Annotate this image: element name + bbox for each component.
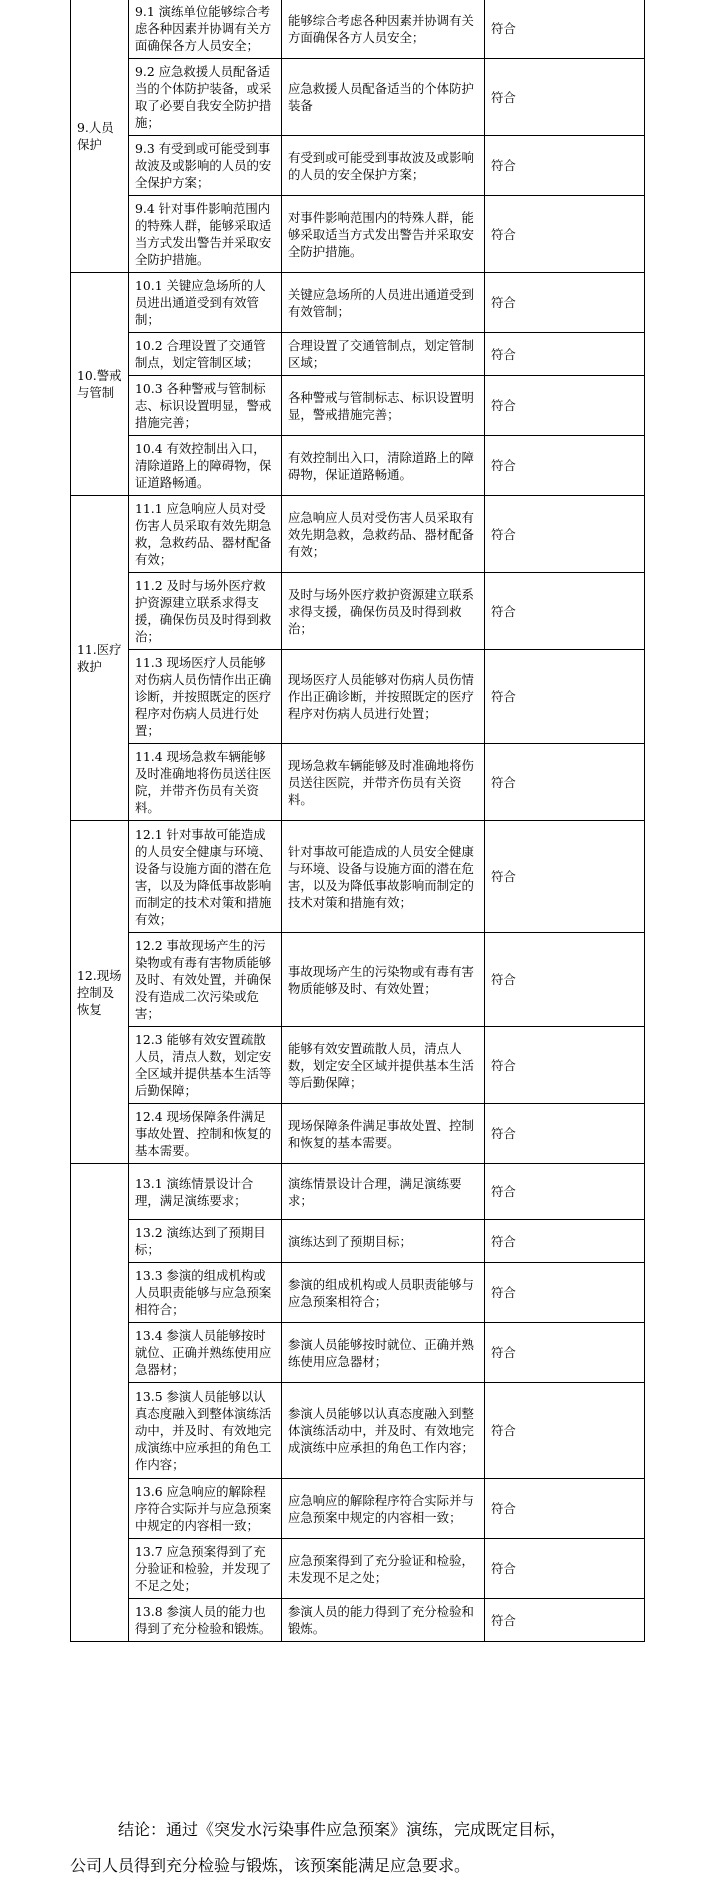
result-cell: 符合 <box>485 1383 645 1479</box>
table-row <box>71 136 645 196</box>
result-cell: 符合 <box>485 436 645 496</box>
description-cell: 演练情景设计合理，满足演练要求； <box>282 1164 485 1220</box>
table-row <box>71 376 645 436</box>
item-cell: 9.3 有受到或可能受到事故波及或影响的人员的安全保护方案； <box>129 136 282 196</box>
description-cell: 现场急救车辆能够及时准确地将伤员送往医院，并带齐伤员有关资料。 <box>282 744 485 821</box>
evaluation-table-body <box>71 0 645 1642</box>
result-cell: 符合 <box>485 1104 645 1164</box>
table-row <box>71 436 645 496</box>
item-cell: 11.3 现场医疗人员能够对伤病人员伤情作出正确诊断，并按照既定的医疗程序对伤病人员进行处置； <box>129 650 282 744</box>
category-cell: 9.人员保护 <box>71 0 129 273</box>
description-cell: 有受到或可能受到事故波及或影响的人员的安全保护方案； <box>282 136 485 196</box>
item-cell: 12.3 能够有效安置疏散人员，清点人数，划定安全区域并提供基本生活等后勤保障； <box>129 1027 282 1104</box>
category-cell: 12.现场控制及恢复 <box>71 821 129 1164</box>
table-row <box>71 650 645 744</box>
result-cell: 符合 <box>485 1164 645 1220</box>
description-cell: 参演人员的能力得到了充分检验和锻炼。 <box>282 1599 485 1642</box>
table-row <box>71 333 645 376</box>
category-cell: 10.警戒与管制 <box>71 273 129 496</box>
result-cell: 符合 <box>485 0 645 59</box>
description-cell: 应急预案得到了充分验证和检验，未发现不足之处； <box>282 1539 485 1599</box>
category-cell: 11.医疗救护 <box>71 496 129 821</box>
table-row <box>71 196 645 273</box>
item-cell: 13.8 参演人员的能力也得到了充分检验和锻炼。 <box>129 1599 282 1642</box>
description-cell: 针对事故可能造成的人员安全健康与环境、设备与设施方面的潜在危害，以及为降低事故影响而制定的技术对策和措施有效； <box>282 821 485 933</box>
result-cell: 符合 <box>485 59 645 136</box>
item-cell: 13.1 演练情景设计合理，满足演练要求； <box>129 1164 282 1220</box>
result-cell: 符合 <box>485 136 645 196</box>
description-cell: 应急响应的解除程序符合实际并与应急预案中规定的内容相一致； <box>282 1479 485 1539</box>
description-cell: 能够有效安置疏散人员，清点人数，划定安全区域并提供基本生活等后勤保障； <box>282 1027 485 1104</box>
result-cell: 符合 <box>485 273 645 333</box>
item-cell: 9.1 演练单位能够综合考虑各种因素并协调有关方面确保各方人员安全； <box>129 0 282 59</box>
result-cell: 符合 <box>485 376 645 436</box>
item-cell: 11.1 应急响应人员对受伤害人员采取有效先期急救，急救药品、器材配备有效； <box>129 496 282 573</box>
conclusion-line-1: 结论：通过《突发水污染事件应急预案》演练，完成既定目标， <box>118 1820 567 1839</box>
item-cell: 10.3 各种警戒与管制标志、标识设置明显，警戒措施完善； <box>129 376 282 436</box>
result-cell: 符合 <box>485 1599 645 1642</box>
description-cell: 应急响应人员对受伤害人员采取有效先期急救，急救药品、器材配备有效； <box>282 496 485 573</box>
table-row <box>71 744 645 821</box>
item-cell: 13.5 参演人员能够以认真态度融入到整体演练活动中，并及时、有效地完成演练中应承担的角色工作内容； <box>129 1383 282 1479</box>
description-cell: 关键应急场所的人员进出通道受到有效管制； <box>282 273 485 333</box>
result-cell: 符合 <box>485 650 645 744</box>
category-cell <box>71 1164 129 1642</box>
item-cell: 11.2 及时与场外医疗救护资源建立联系求得支援，确保伤员及时得到救治； <box>129 573 282 650</box>
description-cell: 参演人员能够以认真态度融入到整体演练活动中，并及时、有效地完成演练中应承担的角色工作内容； <box>282 1383 485 1479</box>
item-cell: 13.6 应急响应的解除程序符合实际并与应急预案中规定的内容相一致； <box>129 1479 282 1539</box>
item-cell: 10.2 合理设置了交通管制点，划定管制区域； <box>129 333 282 376</box>
result-cell: 符合 <box>485 496 645 573</box>
table-row <box>71 1539 645 1599</box>
table-row <box>71 59 645 136</box>
description-cell: 合理设置了交通管制点，划定管制区域； <box>282 333 485 376</box>
description-cell: 现场保障条件满足事故处置、控制和恢复的基本需要。 <box>282 1104 485 1164</box>
result-cell: 符合 <box>485 1323 645 1383</box>
table-row <box>71 821 645 933</box>
table-row <box>71 573 645 650</box>
table-row <box>71 273 645 333</box>
table-row <box>71 1599 645 1642</box>
table-row <box>71 933 645 1027</box>
description-cell: 对事件影响范围内的特殊人群，能够采取适当方式发出警告并采取安全防护措施。 <box>282 196 485 273</box>
item-cell: 13.4 参演人员能够按时就位、正确并熟练使用应急器材； <box>129 1323 282 1383</box>
description-cell: 及时与场外医疗救护资源建立联系求得支援，确保伤员及时得到救治； <box>282 573 485 650</box>
item-cell: 9.4 针对事件影响范围内的特殊人群，能够采取适当方式发出警告并采取安全防护措施。 <box>129 196 282 273</box>
table-row <box>71 1164 645 1220</box>
table-row <box>71 0 645 59</box>
conclusion <box>70 1812 644 1884</box>
table-row <box>71 1220 645 1263</box>
item-cell: 10.4 有效控制出入口，清除道路上的障碍物，保证道路畅通。 <box>129 436 282 496</box>
description-cell: 有效控制出入口，清除道路上的障碍物，保证道路畅通。 <box>282 436 485 496</box>
description-cell: 参演人员能够按时就位、正确并熟练使用应急器材； <box>282 1323 485 1383</box>
result-cell: 符合 <box>485 196 645 273</box>
result-cell: 符合 <box>485 821 645 933</box>
result-cell: 符合 <box>485 1263 645 1323</box>
result-cell: 符合 <box>485 573 645 650</box>
result-cell: 符合 <box>485 933 645 1027</box>
result-cell: 符合 <box>485 1539 645 1599</box>
description-cell: 事故现场产生的污染物或有毒有害物质能够及时、有效处置； <box>282 933 485 1027</box>
result-cell: 符合 <box>485 1027 645 1104</box>
item-cell: 13.3 参演的组成机构或人员职责能够与应急预案相符合； <box>129 1263 282 1323</box>
description-cell: 演练达到了预期目标； <box>282 1220 485 1263</box>
item-cell: 13.2 演练达到了预期目标； <box>129 1220 282 1263</box>
item-cell: 9.2 应急救援人员配备适当的个体防护装备，或采取了必要自我安全防护措施； <box>129 59 282 136</box>
result-cell: 符合 <box>485 333 645 376</box>
result-cell: 符合 <box>485 744 645 821</box>
item-cell: 12.1 针对事故可能造成的人员安全健康与环境、设备与设施方面的潜在危害，以及为降低事故影响而制定的技术对策和措施有效； <box>129 821 282 933</box>
table-row <box>71 496 645 573</box>
table-row <box>71 1323 645 1383</box>
evaluation-table <box>70 0 645 1642</box>
item-cell: 13.7 应急预案得到了充分验证和检验，并发现了不足之处； <box>129 1539 282 1599</box>
table-row <box>71 1479 645 1539</box>
table-row <box>71 1263 645 1323</box>
item-cell: 10.1 关键应急场所的人员进出通道受到有效管制； <box>129 273 282 333</box>
conclusion-line-2: 公司人员得到充分检验与锻炼，该预案能满足应急要求。 <box>70 1856 471 1875</box>
item-cell: 12.2 事故现场产生的污染物或有毒有害物质能够及时、有效处置，并确保没有造成二次污染或危害； <box>129 933 282 1027</box>
item-cell: 11.4 现场急救车辆能够及时准确地将伤员送往医院，并带齐伤员有关资料。 <box>129 744 282 821</box>
description-cell: 参演的组成机构或人员职责能够与应急预案相符合； <box>282 1263 485 1323</box>
result-cell: 符合 <box>485 1479 645 1539</box>
table-row <box>71 1027 645 1104</box>
description-cell: 各种警戒与管制标志、标识设置明显，警戒措施完善； <box>282 376 485 436</box>
item-cell: 12.4 现场保障条件满足事故处置、控制和恢复的基本需要。 <box>129 1104 282 1164</box>
description-cell: 应急救援人员配备适当的个体防护装备 <box>282 59 485 136</box>
table-row <box>71 1104 645 1164</box>
table-row <box>71 1383 645 1479</box>
description-cell: 现场医疗人员能够对伤病人员伤情作出正确诊断，并按照既定的医疗程序对伤病人员进行处置； <box>282 650 485 744</box>
result-cell: 符合 <box>485 1220 645 1263</box>
description-cell: 能够综合考虑各种因素并协调有关方面确保各方人员安全； <box>282 0 485 59</box>
